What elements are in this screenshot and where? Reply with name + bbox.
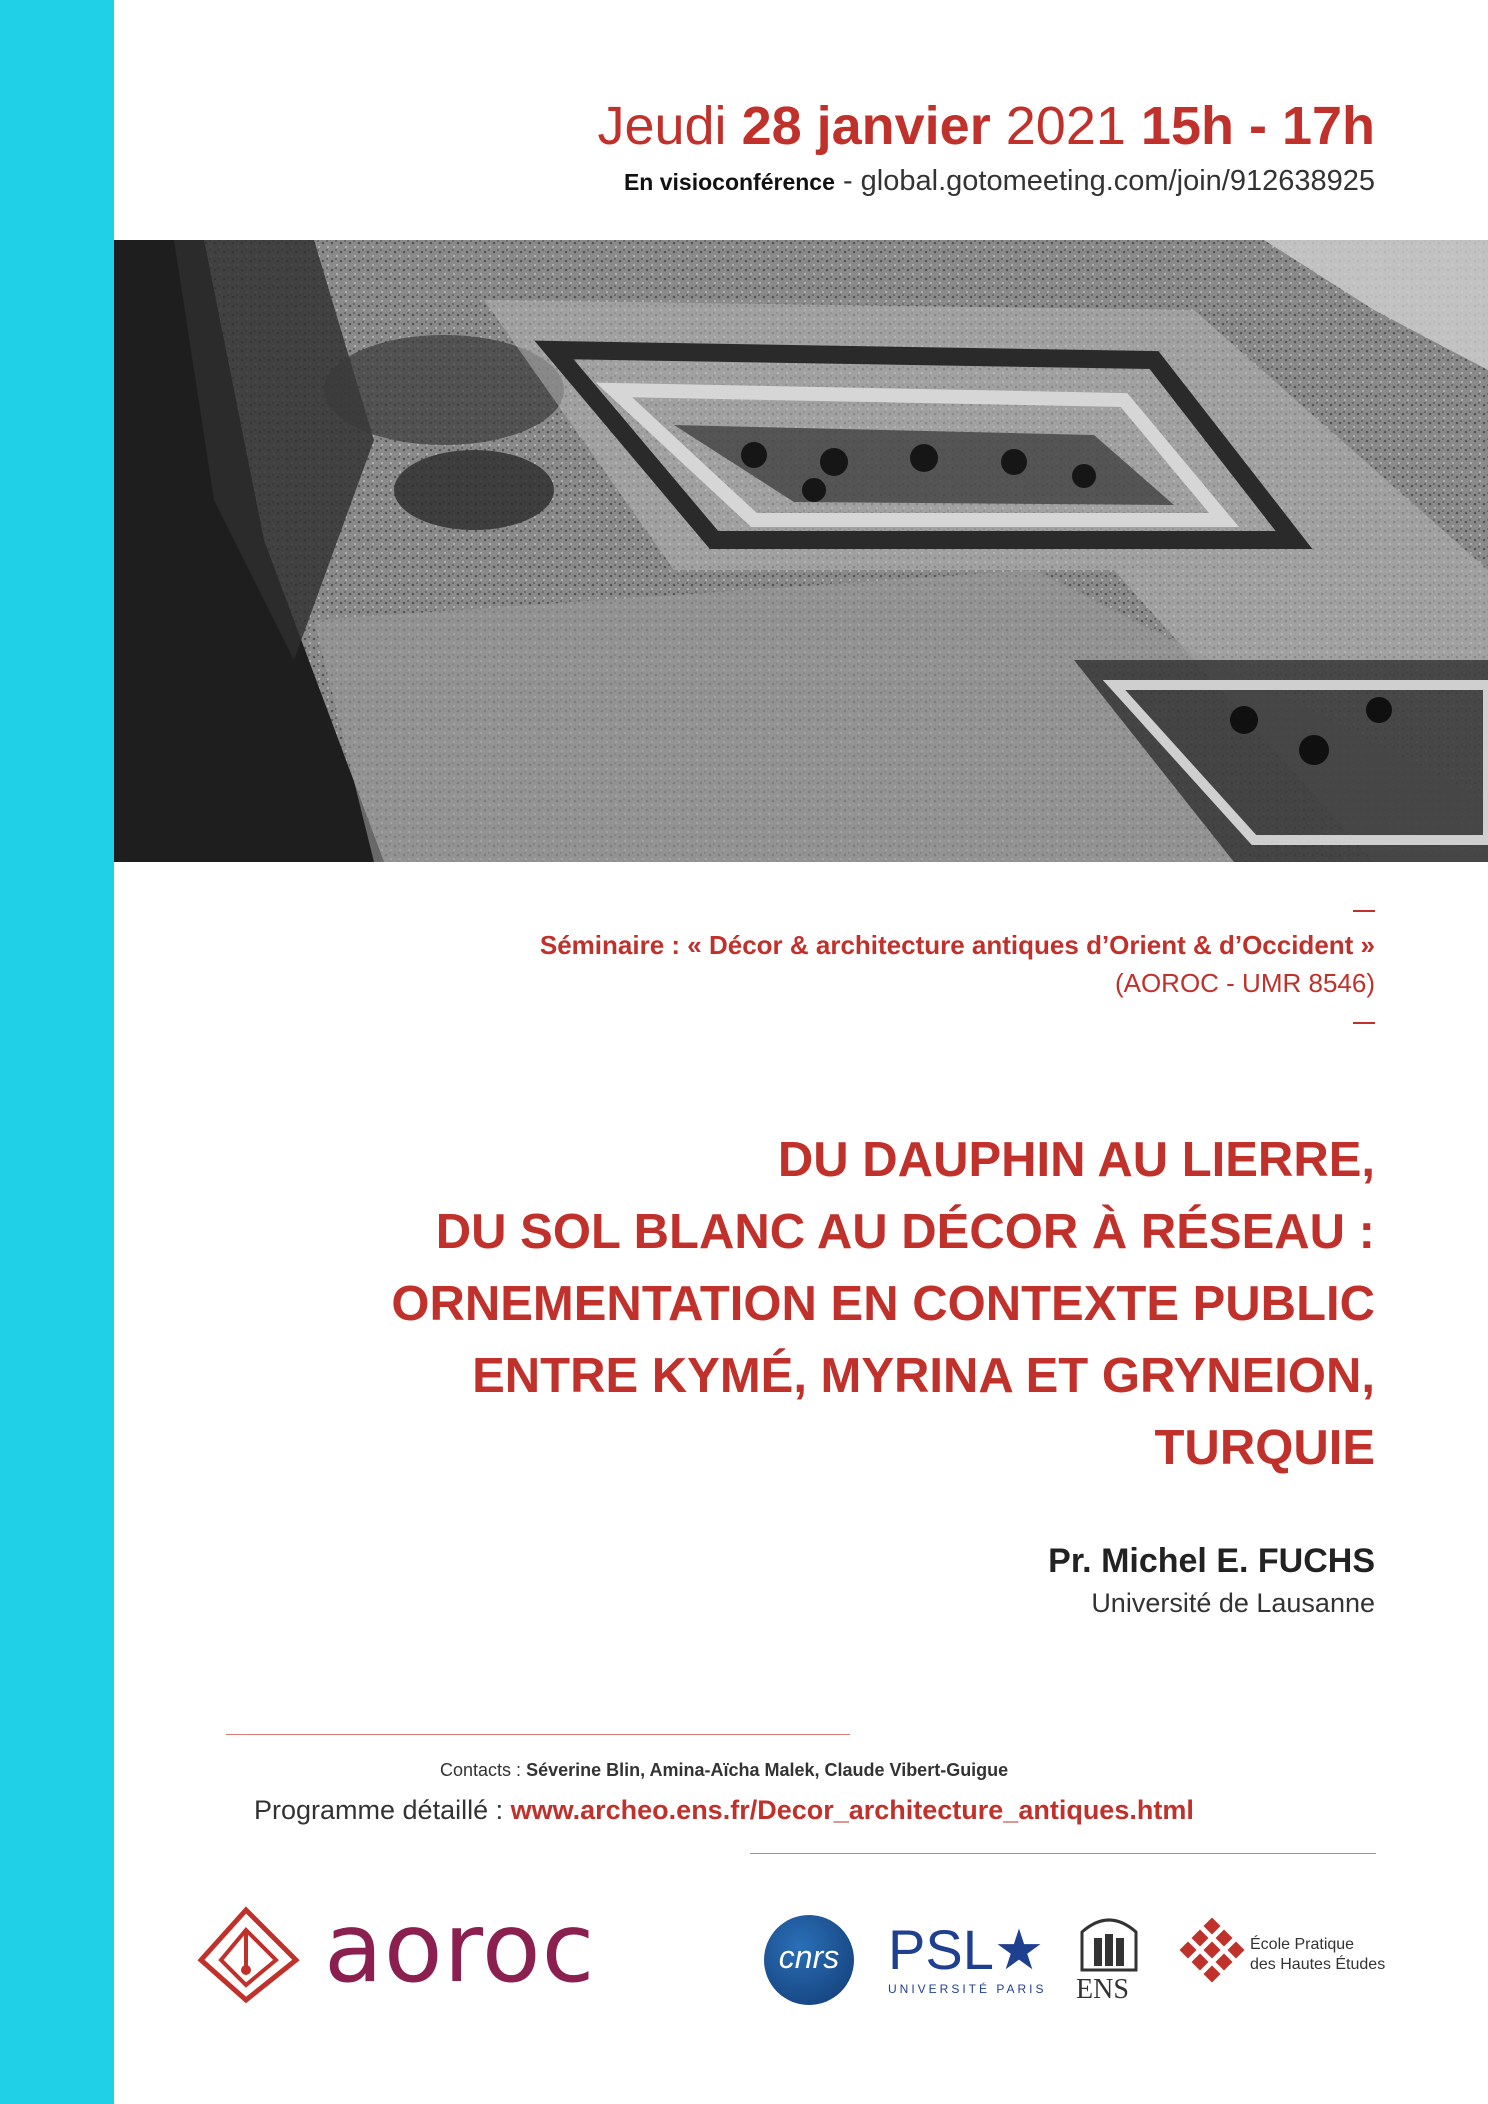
dash-top [1353,910,1375,912]
ephe-logo [1172,1918,1252,1998]
star-icon: ★ [993,1918,1045,1981]
talk-title-line: TURQUIE [1154,1421,1375,1475]
psl-subtitle: UNIVERSITÉ PARIS [888,1982,1047,1996]
talk-title-line: DU SOL BLANC AU DÉCOR À RÉSEAU : [435,1205,1375,1259]
visio-label: En visioconférence [623,169,835,195]
divider-bottom [750,1853,1376,1854]
ens-building-icon [1074,1908,1144,1974]
seminar-title: Séminaire : « Décor & architecture antiques d’Orient & d’Occident » [539,930,1375,960]
event-date-day-month: 28 janvier [741,96,991,156]
ephe-diamond-icon [1172,1918,1252,1998]
ens-logo [1074,1908,1144,2018]
contacts-names: Séverine Blin, Amina-Aïcha Malek, Claude Vibert-Guigue [526,1760,1009,1780]
visio-line [624,165,1375,198]
event-day: Jeudi [597,96,727,156]
event-date [597,96,1375,156]
aoroc-pen-icon [196,1900,316,2010]
speaker-name: Pr. Michel E. FUCHS [1048,1542,1375,1580]
contacts-line [440,1760,1008,1781]
ephe-line-1: École Pratique [1250,1936,1355,1953]
visio-link[interactable]: global.gotomeeting.com/join/912638925 [860,165,1375,197]
visio-separator: - [842,165,853,197]
side-color-bar [0,0,114,2104]
talk-title-line: ENTRE KYMÉ, MYRINA ET GRYNEION, [472,1349,1375,1403]
psl-wordmark [888,1918,1046,1981]
ephe-wordmark [1250,1935,1385,1975]
event-year: 2021 [1005,96,1126,156]
programme-line [254,1795,1194,1826]
cnrs-wordmark: cnrs [778,1939,840,1975]
speaker-affiliation: Université de Lausanne [1091,1588,1375,1618]
psl-logo [888,1918,1047,1996]
programme-link[interactable]: www.archeo.ens.fr/Decor_architecture_antiques.html [510,1795,1194,1825]
talk-title-line: DU DAUPHIN AU LIERRE, [777,1133,1375,1187]
psl-letters: PSL [888,1918,994,1981]
talk-title [115,1124,1375,1484]
contacts-label: Contacts : [440,1760,522,1780]
mosaic-photo-drawing [114,240,1488,862]
ens-wordmark: ENS [1076,1974,1129,2005]
mosaic-photo [114,240,1488,862]
seminar-subtitle: (AOROC - UMR 8546) [1114,968,1375,998]
event-time: 15h - 17h [1140,96,1375,156]
talk-title-line: ORNEMENTATION EN CONTEXTE PUBLIC [391,1277,1375,1331]
ephe-line-2: des Hautes Études [1250,1956,1386,1973]
aoroc-logo [196,1892,636,2010]
aoroc-wordmark: aoroc [324,1892,596,2004]
programme-label: Programme détaillé : [254,1795,504,1825]
dash-bottom [1353,1022,1375,1024]
divider-top [226,1734,850,1735]
cnrs-logo [764,1915,854,2005]
